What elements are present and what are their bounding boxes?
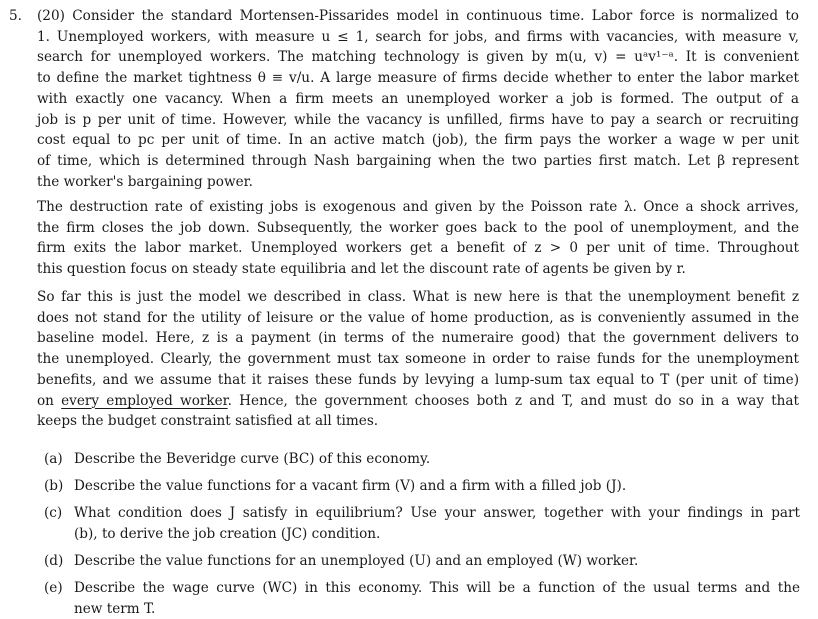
part-text	[74, 578, 800, 619]
text-line: the worker's bargaining power.	[37, 173, 253, 190]
text-line: search for unemployed workers. The matching technology is given by m(u, v) = uᵃv¹⁻ᵃ. It is convenient	[37, 49, 799, 66]
text-line: Describe the Beveridge curve (BC) of this economy.	[74, 451, 431, 467]
part-text	[74, 503, 800, 544]
destruction-paragraph	[37, 197, 799, 280]
text-line: cost equal to pc per unit of time. In an active match (job), the firm pays the worker a wage w per unit	[37, 132, 799, 149]
text-line: with exactly one vacancy. When a firm meets an unemployed worker a job is formed. The output of a	[37, 90, 799, 107]
text-line: Describe the wage curve (WC) in this economy. This will be a function of the usual terms and the	[74, 580, 800, 596]
text-line: to define the market tightness θ ≡ v/u. A large measure of firms decide whether to enter the labor market	[37, 70, 799, 87]
text-fragment: on	[37, 392, 62, 409]
text-line	[37, 391, 799, 412]
text-line: 1. Unemployed workers, with measure u ≤ 1, search for jobs, and firms with vacancies, with measure v,	[37, 28, 799, 45]
text-line: keeps the budget constraint satisfied at all times.	[37, 413, 379, 430]
part-text	[74, 449, 800, 470]
underlined-phrase: every employed worker	[61, 392, 228, 409]
text-line: Describe the value functions for an unemployed (U) and an employed (W) worker.	[74, 553, 639, 569]
text-line: does not stand for the utility of leisure or the value of home production, as is conveniently assumed in the	[37, 309, 799, 326]
text-line: of time, which is determined through Nash bargaining when the two parties first match. Let β represent	[37, 152, 799, 169]
part-label: (b)	[44, 478, 64, 494]
text-line: Describe the value functions for a vacant firm (V) and a firm with a filled job (J).	[74, 478, 627, 494]
text-line: baseline model. Here, z is a payment (in terms of the numeraire good) that the government delivers to	[37, 330, 799, 347]
part-label: (d)	[44, 553, 64, 569]
question-number: 5.	[9, 8, 22, 24]
text-line: firm exits the labor market. Unemployed workers get a benefit of z > 0 per unit of time. Throughout	[37, 240, 799, 257]
text-line: (b), to derive the job creation (JC) condition.	[74, 525, 381, 542]
text-line: (20) Consider the standard Mortensen-Pissarides model in continuous time. Labor force is normalized to	[37, 8, 799, 24]
text-line: The destruction rate of existing jobs is exogenous and given by the Poisson rate λ. Once a shock arrives,	[37, 199, 799, 215]
text-line: the unemployed. Clearly, the government must tax someone in order to raise funds for the unemployment	[37, 351, 799, 368]
text-line: the firm closes the job down. Subsequently, the worker goes back to the pool of unemployment, and the	[37, 219, 799, 236]
text-line: What condition does J satisfy in equilibrium? Use your answer, together with your findings in part	[74, 505, 800, 521]
text-line: this question focus on steady state equilibria and let the discount rate of agents be given by r.	[37, 261, 686, 278]
part-label: (a)	[44, 451, 63, 467]
text-line: So far this is just the model we described in class. What is new here is that the unemployment benefit z	[37, 289, 799, 305]
part-text	[74, 551, 800, 572]
text-fragment: . Hence, the government chooses both z and T, and must do so in a way that	[227, 392, 799, 409]
text-line: new term T.	[74, 600, 156, 617]
part-label: (c)	[44, 505, 63, 521]
part-label: (e)	[44, 580, 63, 596]
text-line: job is p per unit of time. However, while the vacancy is unfilled, firms have to pay a search or recruiting	[37, 111, 799, 128]
intro-paragraph	[37, 6, 799, 192]
part-text	[74, 476, 800, 497]
text-line: benefits, and we assume that it raises these funds by levying a lump-sum tax equal to T (per unit of time)	[37, 371, 799, 388]
government-paragraph	[37, 287, 799, 432]
